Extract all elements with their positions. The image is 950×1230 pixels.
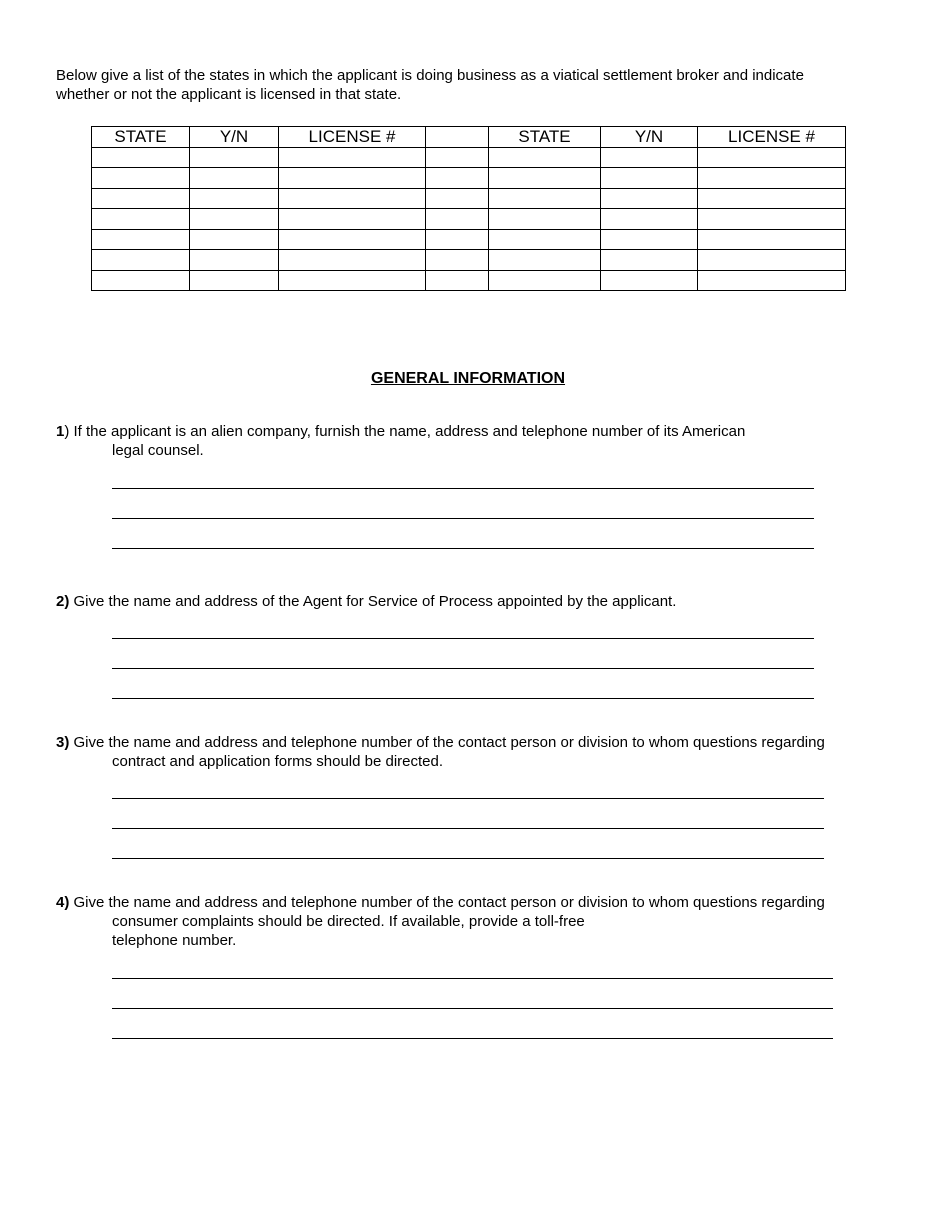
table-cell[interactable] [601, 168, 698, 189]
answer-line[interactable] [112, 668, 814, 669]
answer-line[interactable] [112, 638, 814, 639]
table-cell[interactable] [190, 270, 279, 291]
header-license-2: LICENSE # [698, 127, 846, 148]
table-cell[interactable] [698, 270, 846, 291]
header-state: STATE [92, 127, 190, 148]
answer-line[interactable] [112, 1008, 833, 1009]
answer-line[interactable] [112, 828, 824, 829]
table-cell [426, 250, 489, 271]
table-cell[interactable] [92, 188, 190, 209]
states-license-table [91, 126, 846, 291]
table-cell[interactable] [190, 168, 279, 189]
header-yn-2: Y/N [601, 127, 698, 148]
answer-line[interactable] [112, 518, 814, 519]
table-cell[interactable] [190, 188, 279, 209]
answer-line[interactable] [112, 1038, 833, 1039]
table-cell[interactable] [279, 188, 426, 209]
question-1 [56, 422, 856, 460]
table-cell[interactable] [92, 147, 190, 168]
table-cell[interactable] [601, 250, 698, 271]
table-row [92, 209, 846, 230]
table-cell[interactable] [92, 168, 190, 189]
table-header-row [92, 127, 846, 148]
table-cell [426, 168, 489, 189]
question-text-cont: contract and application forms should be directed. [112, 753, 444, 770]
table-cell[interactable] [92, 250, 190, 271]
question-text-cont: consumer complaints should be directed. If available, provide a toll-free [112, 913, 585, 930]
table-cell[interactable] [279, 147, 426, 168]
table-cell [426, 209, 489, 230]
table-cell[interactable] [698, 250, 846, 271]
question-number: 2) [56, 593, 70, 610]
table-cell[interactable] [190, 147, 279, 168]
table-cell[interactable] [190, 229, 279, 250]
question-text: If the applicant is an alien company, furnish the name, address and telephone number of its American [69, 423, 746, 440]
table-cell[interactable] [489, 229, 601, 250]
table-cell[interactable] [489, 250, 601, 271]
table-cell[interactable] [190, 250, 279, 271]
question-number: 1 [56, 423, 65, 440]
question-text: Give the name and address and telephone number of the contact person or division to whom questions regarding [69, 894, 825, 911]
table-row [92, 168, 846, 189]
table-cell[interactable] [698, 168, 846, 189]
answer-line[interactable] [112, 698, 814, 699]
table-cell[interactable] [92, 229, 190, 250]
question-text: Give the name and address and telephone number of the contact person or division to whom questions regarding [69, 734, 825, 751]
question-number: 3) [56, 734, 70, 751]
table-cell[interactable] [601, 209, 698, 230]
question-number: 4) [56, 894, 70, 911]
question-2 [56, 592, 856, 611]
table-row [92, 250, 846, 271]
question-text: Give the name and address of the Agent for Service of Process appointed by the applicant. [69, 593, 677, 610]
table-cell [426, 147, 489, 168]
table-cell[interactable] [279, 168, 426, 189]
table-cell[interactable] [601, 229, 698, 250]
table-cell[interactable] [489, 168, 601, 189]
table-cell[interactable] [92, 270, 190, 291]
question-text-cont: telephone number. [112, 932, 237, 949]
table-cell[interactable] [698, 188, 846, 209]
header-license: LICENSE # [279, 127, 426, 148]
question-number-suffix: ) [64, 423, 70, 440]
answer-line[interactable] [112, 798, 824, 799]
table-cell[interactable] [279, 250, 426, 271]
question-4 [56, 893, 876, 950]
table-cell[interactable] [489, 270, 601, 291]
table-row [92, 229, 846, 250]
table-cell [426, 188, 489, 209]
table-cell[interactable] [489, 209, 601, 230]
header-state-2: STATE [489, 127, 601, 148]
header-yn: Y/N [190, 127, 279, 148]
table-cell[interactable] [601, 188, 698, 209]
answer-line[interactable] [112, 858, 824, 859]
table-cell[interactable] [279, 209, 426, 230]
table-cell[interactable] [601, 147, 698, 168]
intro-paragraph: Below give a list of the states in which the applicant is doing business as a viatical settlement broker and indicate whether or not the applicant is licensed in that state. [56, 67, 804, 103]
header-spacer [426, 127, 489, 148]
table-cell[interactable] [698, 209, 846, 230]
table-row [92, 188, 846, 209]
table-cell[interactable] [489, 147, 601, 168]
table-cell[interactable] [489, 188, 601, 209]
question-3 [56, 733, 876, 771]
table-row [92, 147, 846, 168]
table-cell[interactable] [92, 209, 190, 230]
section-title: GENERAL INFORMATION [370, 370, 566, 387]
table-cell [426, 229, 489, 250]
table-cell[interactable] [698, 147, 846, 168]
answer-line[interactable] [112, 548, 814, 549]
table-cell[interactable] [601, 270, 698, 291]
table-cell[interactable] [190, 209, 279, 230]
table-cell [426, 270, 489, 291]
table-cell[interactable] [279, 229, 426, 250]
answer-line[interactable] [112, 488, 814, 489]
table-cell[interactable] [279, 270, 426, 291]
question-text-cont: legal counsel. [112, 442, 204, 459]
table-cell[interactable] [698, 229, 846, 250]
answer-line[interactable] [112, 978, 833, 979]
table-row [92, 270, 846, 291]
